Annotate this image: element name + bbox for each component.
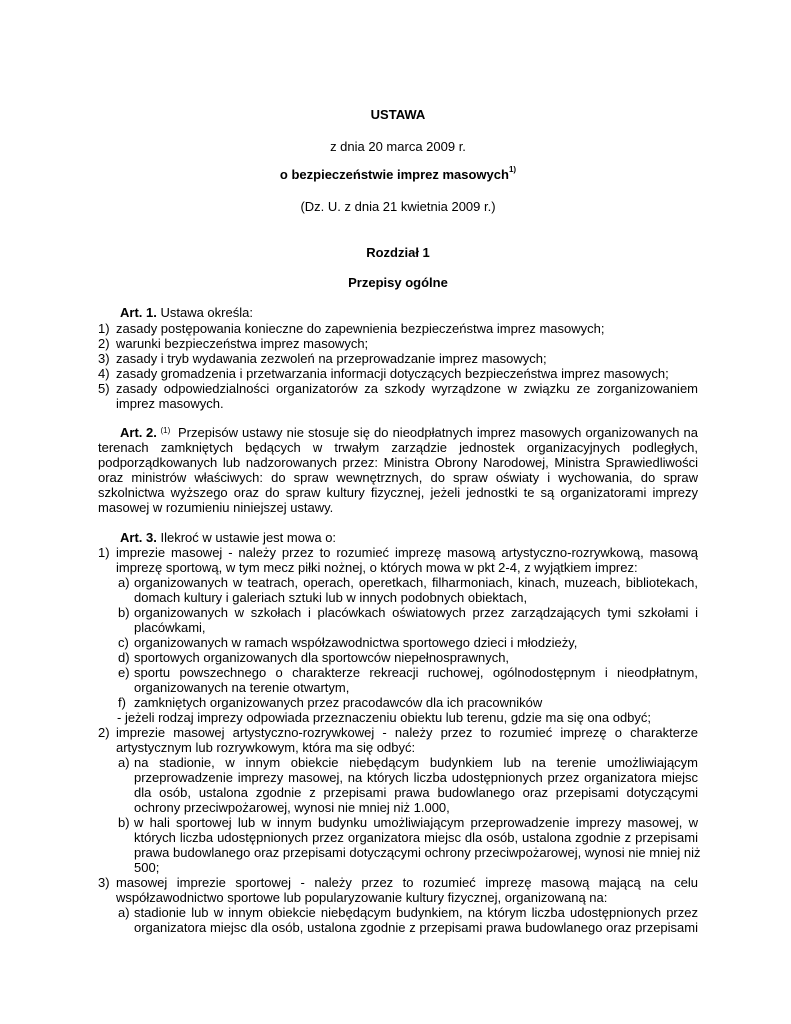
item-text: warunki bezpieczeństwa imprez masowych; — [116, 336, 369, 351]
art3-label: Art. 3. — [120, 530, 157, 545]
sub-item — [98, 815, 698, 830]
item-text: zasady postępowania konieczne do zapewnienia bezpieczeństwa imprez masowych; — [116, 321, 605, 336]
sub-item-cont — [98, 590, 698, 605]
item-text: imprezę sportową, w tym mecz piłki nożnej, o których mowa w pkt 2-4, z wyjątkiem imprez: — [116, 560, 638, 575]
list-item — [98, 875, 698, 890]
sub-number: c) — [118, 635, 129, 650]
sub-text: domach kultury i galeriach sztuki lub w innych podobnych obiektach, — [134, 590, 528, 605]
item-number: 4) — [98, 366, 110, 381]
sub-item-cont — [98, 860, 698, 875]
sub-number: e) — [118, 665, 130, 680]
sub-item-cont — [98, 680, 698, 695]
sub-number: b) — [118, 815, 130, 830]
act-subject-text: o bezpieczeństwie imprez masowych — [279, 167, 509, 182]
sub-number: d) — [118, 650, 130, 665]
sub-text: sportowych organizowanych dla sportowców niepełnosprawnych, — [134, 650, 510, 665]
act-subject — [98, 167, 698, 182]
item-text: zasady odpowiedzialności organizatorów za szkody wyrządzone w związku ze zorganizowaniem — [116, 381, 698, 396]
art1-label: Art. 1. — [120, 305, 157, 320]
art2-lead — [120, 425, 170, 440]
sub-item — [98, 650, 698, 665]
sub-text: 500; — [134, 860, 160, 875]
item-text: współzawodnictwo sportowe lub popularyzowanie kultury fizycznej, organizowaną na: — [116, 890, 608, 905]
sub-text: organizowanych na terenie otwartym, — [134, 680, 350, 695]
art2-footnote-ref[interactable]: (1) — [160, 426, 171, 435]
sub-text: przeprowadzenie imprezy masowej, na których liczba udostępnionych przez organizatora miejsc — [134, 770, 698, 785]
sub-item — [98, 665, 698, 680]
list-item — [98, 366, 698, 381]
list-item — [98, 351, 698, 366]
item-number: 2) — [98, 725, 110, 740]
art3-heading — [120, 530, 336, 545]
sub-item — [98, 575, 698, 590]
sub-item-cont — [98, 620, 698, 635]
item-number: 1) — [98, 321, 110, 336]
sub-text: organizowanych w szkołach i placówkach oświatowych przez zarządzających tymi szkołami i — [134, 605, 698, 620]
item-number: 2) — [98, 336, 110, 351]
list-item — [98, 725, 698, 740]
item-text: imprez masowych. — [116, 396, 224, 411]
item-text: artystycznym lub rozrywkowym, która ma się odbyć: — [116, 740, 416, 755]
list-item-cont — [98, 890, 698, 905]
item-number: 3) — [98, 875, 110, 890]
art3-intro: Ilekroć w ustawie jest mowa o: — [160, 530, 337, 545]
art1-heading — [120, 305, 253, 320]
sub-item — [98, 905, 698, 920]
sub-text: organizowanych w teatrach, operach, operetkach, filharmoniach, kinach, muzeach, bibliotekach, — [134, 575, 698, 590]
art2-text: Przepisów ustawy nie stosuje się do nieodpłatnych imprez masowych organizowanych na — [178, 425, 698, 440]
list-item — [98, 321, 698, 336]
art2-line — [98, 425, 698, 440]
item-text: zasady gromadzenia i przetwarzania informacji dotyczących bezpieczeństwa imprez masowych; — [116, 366, 669, 381]
closing-text: - jeżeli rodzaj imprezy odpowiada przeznaczeniu obiektu lub terenu, gdzie ma się ona odbyć; — [117, 710, 652, 725]
sub-item-cont — [98, 785, 698, 800]
sub-text: w hali sportowej lub w innym budynku umożliwiającym przeprowadzenie imprezy masowej, w — [134, 815, 698, 830]
sub-text: organizatora miejsc dla osób, ustalona zgodnie z przepisami prawa budowlanego oraz przepisami — [134, 920, 698, 935]
sub-text: których liczba udostępnionych przez organizatora miejsc dla osób, ustalona zgodnie z przepisami — [134, 830, 698, 845]
sub-text: sportu powszechnego o charakterze rekreacji ruchowej, ogólnodostępnym i nieodpłatnym, — [134, 665, 698, 680]
list-item — [98, 381, 698, 396]
sub-item — [98, 695, 698, 710]
item-number: 1) — [98, 545, 110, 560]
sub-item — [98, 635, 698, 650]
item-text: masowej imprezie sportowej - należy przez to rozumieć imprezę masową mającą na celu — [116, 875, 698, 890]
sub-text: dla osób, ustalona zgodnie z przepisami prawa budowlanego oraz przepisami dotyczącymi — [134, 785, 698, 800]
list-item — [98, 545, 698, 560]
art2-label: Art. 2. — [120, 425, 157, 440]
subject-footnote-ref[interactable]: 1) — [508, 165, 517, 174]
sub-text: placówkami, — [134, 620, 206, 635]
sub-text: stadionie lub w innym obiekcie niebędącym budynkiem, na którym liczba udostępnionych przez — [134, 905, 698, 920]
sub-item-cont — [98, 830, 698, 845]
item-text: imprezie masowej - należy przez to rozumieć imprezę masową artystyczno-rozrywkową, masową — [116, 545, 698, 560]
journal-reference: (Dz. U. z dnia 21 kwietnia 2009 r.) — [300, 199, 496, 214]
sub-number: f) — [118, 695, 126, 710]
sub-text: prawa budowlanego oraz przepisami dotyczącymi ochrony przeciwpożarowej, wynosi nie mniej niż — [134, 845, 701, 860]
sub-text: ochrony przeciwpożarowej, wynosi nie mniej niż 1.000, — [134, 800, 450, 815]
art2-text: oraz ministrów właściwych: do spraw wewnętrznych, do spraw oświaty i wychowania, do spraw — [98, 470, 698, 485]
sub-number: a) — [118, 905, 130, 920]
art2-text: masowej w rozumieniu niniejszej ustawy. — [98, 500, 334, 515]
sub-number: a) — [118, 755, 130, 770]
sub-item — [98, 755, 698, 770]
list-item-cont — [98, 560, 698, 575]
sub-text: zamkniętych organizowanych przez pracodawców dla ich pracowników — [134, 695, 543, 710]
item-number: 5) — [98, 381, 110, 396]
item-text: zasady i tryb wydawania zezwoleń na przeprowadzanie imprez masowych; — [116, 351, 547, 366]
sub-text: organizowanych w ramach współzawodnictwa sportowego dzieci i młodzieży, — [134, 635, 578, 650]
chapter-number: Rozdział 1 — [366, 245, 430, 260]
sub-closing — [98, 710, 698, 725]
sub-number: a) — [118, 575, 130, 590]
sub-item-cont — [98, 920, 698, 935]
art1-intro: Ustawa określa: — [160, 305, 253, 320]
sub-item-cont — [98, 770, 698, 785]
sub-text: na stadionie, w innym obiekcie niebędącym budynkiem lub na terenie umożliwiającym — [134, 755, 698, 770]
sub-item-cont — [98, 800, 698, 815]
art2-text: podporządkowanych lub nadzorowanych przez: Ministra Obrony Narodowej, Ministra Sprawiedliwości — [98, 455, 698, 470]
list-item — [98, 336, 698, 351]
art2-text: terenach zamkniętych będących w trwałym zarządzie jednostek organizacyjnych podległych, — [98, 440, 698, 455]
list-item-cont — [98, 396, 698, 411]
act-date: z dnia 20 marca 2009 r. — [330, 139, 466, 154]
item-number: 3) — [98, 351, 110, 366]
chapter-title: Przepisy ogólne — [348, 275, 448, 290]
sub-number: b) — [118, 605, 130, 620]
sub-item-cont — [98, 845, 701, 860]
art2-text: szkolnictwa wyższego oraz do spraw kultury fizycznej, jeżeli jednostki te są organizatorami imprezy — [98, 485, 698, 500]
act-title: USTAWA — [370, 107, 426, 122]
sub-item — [98, 605, 698, 620]
item-text: imprezie masowej artystyczno-rozrywkowej - należy przez to rozumieć imprezę o charakterze — [116, 725, 698, 740]
list-item-cont — [98, 740, 698, 755]
